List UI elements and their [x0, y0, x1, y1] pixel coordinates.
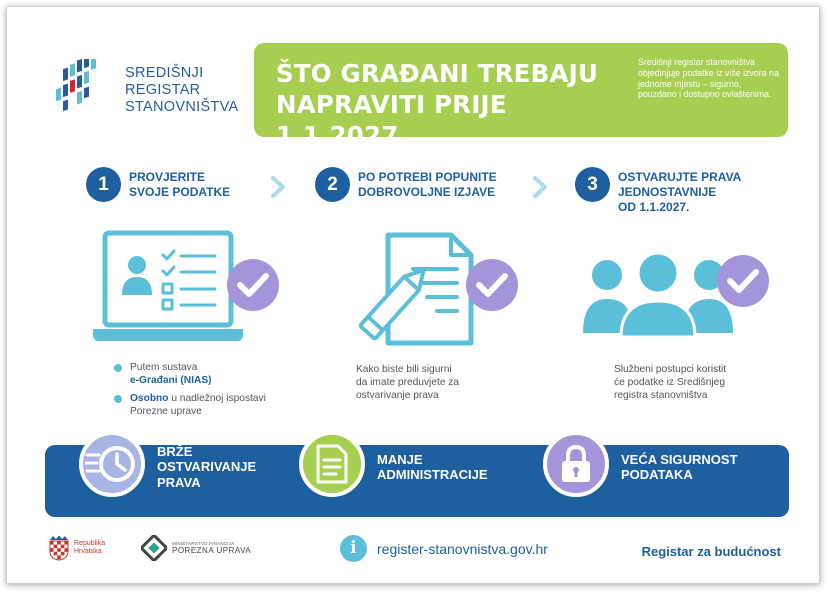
benefit-faster-label — [157, 444, 256, 491]
bullet-osobno-bold: Osobno — [130, 393, 169, 404]
bullet-item-osobno — [114, 392, 284, 418]
bullet-text-nias — [130, 361, 212, 387]
chevron-right-icon — [531, 176, 549, 198]
headline-line-1: ŠTO GRAĐANI TREBAJU — [276, 59, 599, 88]
padlock-icon — [559, 444, 593, 484]
step-1 — [86, 167, 279, 202]
headline-title — [276, 58, 626, 151]
step-2-desc-line-2: da imate preduvjete za — [356, 377, 460, 388]
step-2-label — [358, 170, 523, 200]
bullet-osobno-post: u nadležnoj ispostavi Porezne uprave — [130, 393, 266, 417]
step-1-label — [129, 170, 279, 200]
clock-speed-icon — [85, 441, 139, 487]
people-group-icon — [583, 229, 773, 351]
benefit-security-line-1: VEĆA SIGURNOST — [621, 451, 738, 467]
bullet-text-osobno — [130, 392, 284, 418]
benefit-faster-line-1: BRŽE — [157, 443, 193, 459]
step-2-label-line-1: PO POTREBI POPUNITE — [358, 170, 497, 184]
step-1-label-line-2: SVOJE PODATKE — [129, 185, 231, 199]
step-1-number: 1 — [86, 167, 121, 202]
bullet-dot-icon — [114, 364, 122, 372]
porezna-uprava-mark-icon — [141, 535, 167, 561]
step-2 — [315, 167, 523, 202]
step-3-label-line-1: OSTVARUJTE PRAVA — [618, 170, 742, 184]
bullet-nias-pre: Putem sustava — [130, 362, 198, 373]
step-3-desc-line-1: Službeni postupci koristit — [614, 364, 727, 375]
step-2-number: 2 — [315, 167, 350, 202]
republika-hrvatska-text — [74, 540, 105, 556]
info-icon: i — [340, 535, 367, 562]
tagline: Registar za budućnost — [641, 544, 781, 559]
step-2-desc-line-3: ostvarivanje prava — [356, 390, 439, 401]
pu-ministry-text: MINISTARSTVO FINANCIJA — [172, 541, 235, 546]
laptop-profile-icon — [93, 229, 283, 351]
poster — [6, 6, 820, 584]
step-3-desc-line-2: će podatke iz Središnjeg — [614, 377, 725, 388]
step-3 — [575, 167, 768, 215]
logo-line-3: STANOVNIŠTVA — [125, 99, 239, 115]
step-1-label-line-1: PROVJERITE — [129, 170, 206, 184]
headline-line-2: NAPRAVITI PRIJE 1.1.2027. — [276, 90, 507, 150]
register-logo-mark-icon — [51, 59, 111, 119]
step-3-desc-line-3: registra stanovništva — [614, 390, 708, 401]
headline-banner — [254, 43, 788, 150]
benefit-faster-rights — [79, 431, 256, 497]
step-1-description — [114, 361, 284, 423]
benefit-circle — [299, 431, 365, 497]
benefit-admin-line-1: MANJE — [377, 451, 423, 467]
benefit-admin-line-2: ADMINISTRACIJE — [377, 467, 488, 482]
headline-description: Središnji registar stanovništva objedinjuje podatke iz više izvora na jednome mjestu – sigurno, pouzdano i dostupno ovlaštenima. — [638, 57, 779, 100]
bullet-dot-icon — [114, 395, 122, 403]
porezna-uprava-text — [172, 541, 251, 555]
benefit-security-label — [621, 452, 738, 483]
step-2-label-line-2: DOBROVOLJNE IZJAVE — [358, 185, 496, 199]
website-link[interactable] — [340, 535, 548, 562]
benefit-less-admin — [299, 431, 488, 497]
benefit-security-line-2: PODATAKA — [621, 467, 693, 482]
website-url[interactable]: register-stanovnistva.gov.hr — [377, 540, 548, 557]
benefit-circle — [79, 431, 145, 497]
logo-line-2: REGISTAR — [125, 82, 201, 98]
benefit-admin-label — [377, 452, 488, 483]
bullet-item-nias — [114, 361, 284, 387]
croatian-coat-of-arms-icon — [49, 535, 69, 561]
step-3-label — [618, 170, 768, 215]
register-logo — [51, 59, 251, 119]
logo-line-1: SREDIŠNJI — [125, 65, 204, 81]
step-3-label-line-2: JEDNOSTAVNIJE — [618, 185, 717, 199]
register-logo-text — [125, 65, 238, 116]
rh-line-2: Hrvatska — [74, 548, 102, 555]
pu-name-text: POREZNA UPRAVA — [172, 546, 252, 555]
benefit-circle — [543, 431, 609, 497]
rh-line-1: Republika — [74, 540, 106, 547]
step-2-description — [356, 363, 516, 402]
porezna-uprava-logo — [141, 535, 251, 561]
step-2-desc-line-1: Kako biste bili sigurni — [356, 364, 452, 375]
chevron-right-icon — [269, 176, 287, 198]
step-3-description — [614, 363, 774, 402]
benefit-faster-line-2: OSTVARIVANJE — [157, 459, 257, 475]
bullet-nias-bold: e-Građani (NIAS) — [130, 375, 212, 386]
step-3-label-line-3: OD 1.1.2027. — [618, 200, 690, 214]
benefit-faster-line-3: PRAVA — [157, 474, 201, 490]
benefit-more-security — [543, 431, 738, 497]
republika-hrvatska-logo — [49, 535, 105, 561]
document-icon — [314, 444, 350, 484]
step-3-number: 3 — [575, 167, 610, 202]
document-pencil-icon — [353, 229, 528, 351]
